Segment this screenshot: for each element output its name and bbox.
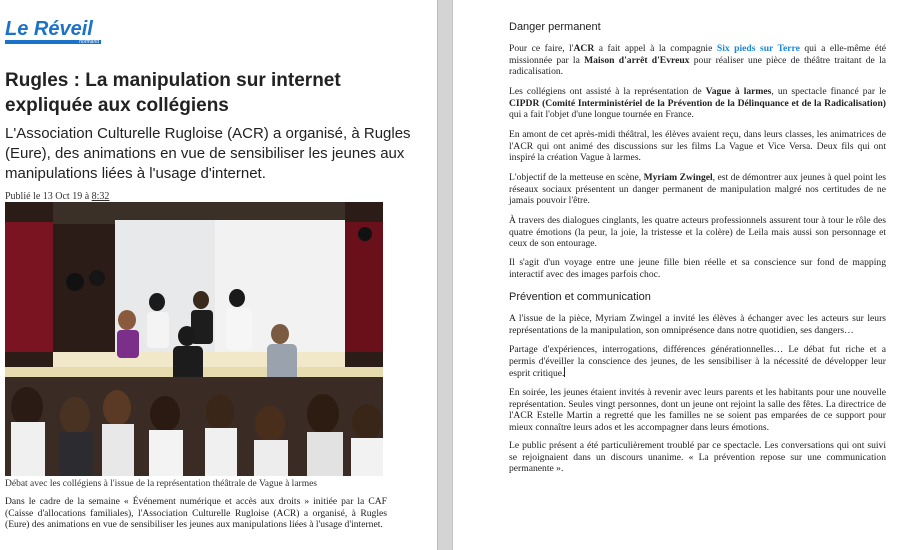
paragraph-9: En soirée, les jeunes étaient invités à revenir avec leurs parents et les habitants pour une nouvelle représentation. Seules vingt personnes, dont un jeune ont rejoint la salle des fêtes. La directrice de l'ACR Estelle Martin a regretté que les familles ne se soient pas emparées de ce support pour mieux connaître leurs ados et les accompagner dans leurs émotions. [509,387,886,433]
p1-text-d: pour réaliser une pièce de théâtre traitant de la radicalisation. [509,54,886,77]
section-heading-prevention: Prévention et communication [509,291,651,303]
paragraph-5: À travers des dialogues cinglants, les quatre acteurs professionnels assurent tour à tour le rôle des quatre émotions (la peur, la joie, la tristesse et la colère) de Leila mais aussi son personnage et ceux de son entourage. [509,215,886,249]
paragraph-6: Il s'agit d'un voyage entre une jeune fille bien réelle et sa conscience sur fond de mapping interactif avec des images parfois choc. [509,257,886,280]
p1-acr: ACR [573,43,595,54]
company-link[interactable]: Six pieds sur Terre [716,43,800,54]
text-cursor [564,367,565,377]
p1-maison: Maison d'arrêt d'Evreux [584,54,690,66]
paragraph-10: Le public présent a été particulièrement troublé par ce spectacle. Les conversations qui ont suivi se rejoignaient dans un discours unanime. « La prévention repose sur une communication permanente ». [509,440,886,474]
p2-cipdr: CIPDR (Comité Interministériel de la Prévention de la Délinquance et de la Radicalisation) [509,97,886,109]
paragraph-4 [509,172,886,207]
paragraph-1 [509,43,886,78]
photo-caption: Débat avec les collégiens à l'issue de la représentation théâtrale de Vague à larmes [5,479,317,489]
p2-text-c: qui a fait l'objet d'une longue tournée en France. [509,109,694,120]
article-photo[interactable] [5,202,383,476]
publish-date-prefix: Publié le 13 Oct 19 à [5,191,92,202]
p2-vague: Vague à larmes [705,86,772,97]
p2-text-a: Les collégiens ont assisté à la représentation de [509,86,706,97]
p1-text-b: a fait appel à la compagnie [594,43,717,54]
paragraph-7: A l'issue de la pièce, Myriam Zwingel a invité les élèves à échanger avec les acteurs sur leurs représentations de la manipulation, son omniprésence dans notre quotidien, ses dangers… [509,313,886,336]
right-page [453,0,900,550]
article-headline: Rugles : La manipulation sur internet expliquée aux collégiens [5,70,341,116]
paragraph-3: En amont de cet après-midi théâtral, les élèves avaient reçu, dans leurs classes, les animatrices de l'ACR qui ont animé des discussions sur les films La Vague et Vice Versa. Deux fils qui ont inspiré la création Vague à larmes. [509,129,886,163]
p4-name: Myriam Zwingel [643,172,713,183]
logo-text: Le Réveil [5,18,93,40]
publish-time: 8:32 [91,191,110,202]
paragraph-8 [509,344,886,380]
section-heading-danger: Danger permanent [509,21,601,33]
p1-text-c: qui a elle-même été missionnée par la [509,43,886,66]
p4-text-b: , est de démontrer aux jeunes à quel point les réseaux sociaux présentent un danger permanent de manipulation malgré nos certitudes de ne jamais pouvoir l'être. [509,172,886,206]
publish-date [5,191,109,202]
p2-text-b: , un spectacle financé par le [771,86,886,97]
p4-text-a: L'objectif de la metteuse en scène, [509,172,644,183]
left-page [0,0,437,550]
logo-subtitle: normand [79,39,99,45]
page-gutter [437,0,453,550]
le-reveil-logo[interactable] [5,18,101,44]
article-lede: L'Association Culturelle Rugloise (ACR) a organisé, à Rugles (Eure), des animations en vue de sensibiliser les jeunes aux manipulations liées à l'usage d'internet. [5,125,411,182]
p8-text: Partage d'expériences, interrogations, différences générationnelles… Le débat fut riche et a permis d'éveiller la conscience des jeunes, de les sensibiliser à la nécessité de développer leur esprit critique. [509,344,886,379]
theatre-debate-image [5,202,383,476]
p1-text-a: Pour ce faire, l' [509,43,574,54]
paragraph-2 [509,86,886,121]
article-intro: Dans le cadre de la semaine « Événement numérique et accès aux droits » initiée par la CAF (Caisse d'allocations familiales), l'Association Culturelle Rugloise (ACR) a organisé, à Rugles (Eure) des animations en vue de sensibiliser les jeunes aux manipulations liées à l'usage d'internet. [5,496,387,530]
